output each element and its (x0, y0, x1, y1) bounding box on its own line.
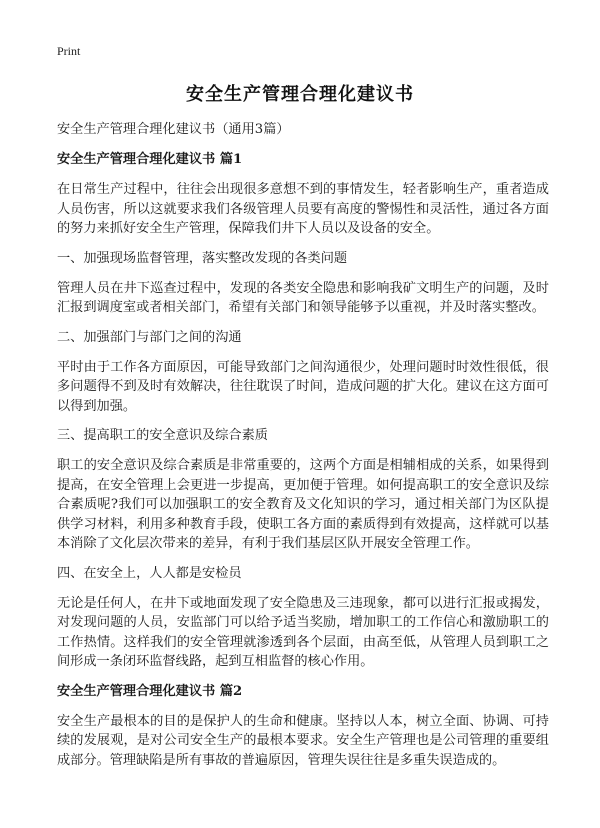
article-1-section-3-body: 职工的安全意识及综合素质是非常重要的，这两个方面是相辅相成的关系，如果得到提高，在安全管理上会更进一步提高，更加便于管理。如何提高职工的安全意识及综合素质呢?我们可以加强职工的安全教育及文化知识的学习，通过相关部门为区队提供学习材料，利用多种教育手段，使职工各方面的素质得到有效提高，这样就可以基本消除了文化层次带来的差异，有利于我们基层区队开展安全管理工作。 (57, 458, 549, 551)
article-1-section-2-body: 平时由于工作各方面原因，可能导致部门之间沟通很少，处理问题时时效性很低，很多问题得不到及时有效解决，往往耽误了时间，造成问题的扩大化。建议在这方面可以得到加强。 (57, 359, 549, 414)
article-1-section-1-title: 一、加强现场监督管理，落实整改发现的各类问题 (57, 250, 348, 266)
article-2-heading: 安全生产管理合理化建议书 篇2 (57, 683, 243, 699)
document-title: 安全生产管理合理化建议书 (186, 84, 414, 105)
article-1-section-2-title: 二、加强部门与部门之间的沟通 (57, 329, 242, 345)
print-link[interactable]: Print (57, 44, 81, 58)
document-subtitle: 安全生产管理合理化建议书（通用3篇） (57, 122, 290, 137)
article-1-intro: 在日常生产过程中，往往会出现很多意想不到的事情发生，轻者影响生产，重者造成人员伤害，所以这就要求我们各级管理人员要有高度的警惕性和灵活性，通过各方面的努力来抓好安全生产管理，保障我们井下人员以及设备的安全。 (57, 182, 549, 236)
article-1-heading: 安全生产管理合理化建议书 篇1 (57, 152, 243, 167)
article-1-section-3-title: 三、提高职工的安全意识及综合素质 (57, 428, 268, 443)
article-1-section-1-body: 管理人员在井下巡查过程中，发现的各类安全隐患和影响我矿文明生产的问题，及时汇报到调度室或者相关部门，希望有关部门和领导能够予以重视，并及时落实整改。 (57, 280, 549, 315)
article-2-intro: 安全生产最根本的目的是保护人的生命和健康。坚持以人本，树立全面、协调、可持续的发展观，是对公司安全生产的最根本要求。安全生产管理也是公司管理的重要组成部分。管理缺陷是所有事故的普遍原因，管理失误往往是多重失误造成的。 (57, 713, 549, 768)
document-content (57, 120, 549, 780)
article-1-section-4-title: 四、在安全上，人人都是安检员 (57, 565, 242, 581)
article-1-section-4-body: 无论是任何人，在井下或地面发现了安全隐患及三违现象，都可以进行汇报或揭发，对发现问题的人员，安监部门可以给予适当奖励，增加职工的工作信心和激励职工的工作热情。这样我们的安全管理就渗透到各个层面，由高至低，从管理人员到职工之间形成一条闭环监督线路，起到互相监督的核心作用。 (57, 595, 549, 669)
